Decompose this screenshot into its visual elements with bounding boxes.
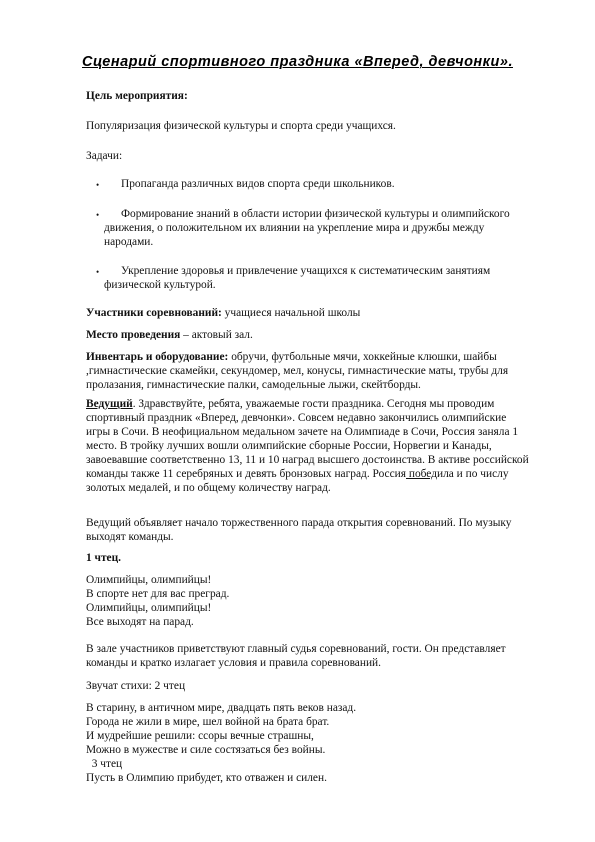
poem-line: Олимпийцы, олимпийцы! [86, 574, 212, 586]
task-line: физической культурой. [104, 279, 216, 291]
venue-label: Место проведения [86, 329, 181, 341]
participants-label: Участники соревнований: [86, 307, 222, 319]
judge-line: В зале участников приветствуют главный судья соревнований, гости. Он представляет [86, 643, 506, 655]
host-intro-text: Россия [369, 468, 406, 480]
participants-text: учащиеся начальной школы [221, 307, 361, 319]
poems-intro: Звучат стихи: 2 чтец [86, 680, 186, 692]
host-intro-line: игры в Сочи. В неофициальном медальном зачете на Олимпиаде в Сочи, Россия заняла 1 [86, 426, 519, 438]
task-line: Пропаганда различных видов спорта среди школьников. [121, 178, 395, 190]
reader3-label: 3 чтец [86, 758, 123, 770]
poem-line: Все выходят на парад. [86, 616, 194, 628]
equipment-text: обручи, футбольные мячи, хоккейные клюшки, шайбы [228, 351, 497, 363]
venue-line [86, 328, 253, 342]
document-title: Сценарий спортивного праздника «Вперед, девчонки». [82, 54, 513, 70]
poem-line: И мудрейшие решили: ссоры вечные страшны, [86, 730, 314, 742]
reader1-heading: 1 чтец. [86, 552, 122, 564]
parade-line: выходят команды. [86, 531, 174, 543]
host-intro-line: спортивный праздник «Вперед, девчонки». Совсем недавно закончились олимпийские [86, 412, 507, 424]
host-label: Ведущий [86, 398, 133, 410]
venue-text: – актовый зал. [180, 329, 253, 341]
poem-line: Можно в мужестве и силе состязаться без войны. [86, 744, 326, 756]
host-intro-line: завоевавшие соответственно 13, 11 и 10 наград высшего достоинства. В активе российской [86, 454, 529, 466]
equipment-line: ,гимнастические скамейки, секундомер, мел, конусы, гимнастические маты, трубы для [86, 365, 509, 377]
task-line: Укрепление здоровья и привлечение учащихся к систематическим занятиям [121, 265, 491, 277]
task-line: народами. [104, 236, 154, 248]
equipment-label: Инвентарь и оборудование: [86, 351, 229, 363]
goal-heading: Цель мероприятия: [86, 90, 188, 102]
task-line: Формирование знаний в области истории физической культуры и олимпийского [121, 208, 510, 220]
poem-line: В старину, в античном мире, двадцать пять веков назад. [86, 702, 357, 714]
poem-line: В спорте нет для вас преград. [86, 588, 230, 600]
host-intro-line [86, 467, 509, 481]
equipment-line: пролазания, гимнастические палки, самодельные лыжи, скейтборды. [86, 379, 421, 391]
bullet-icon: • [96, 180, 100, 190]
poem-line: Пусть в Олимпию прибудет, кто отважен и силен. [86, 772, 327, 784]
host-intro-text: ила и по числу [437, 468, 509, 480]
goal-text: Популяризация физической культуры и спорта среди учащихся. [86, 120, 396, 132]
judge-line: команды и кратко излагает условия и правила соревнований. [86, 657, 381, 669]
bullet-icon: • [96, 267, 100, 277]
host-intro-text: команды также 11 серебряных и девять бронзовых наград. [86, 468, 370, 480]
tasks-heading: Задачи: [86, 150, 123, 162]
parade-line: Ведущий объявляет начало торжественного парада открытия соревнований. По музыку [86, 517, 512, 529]
task-line: движения, о положительном их влиянии на укрепление мира и дружбы между [104, 222, 485, 234]
poem-line: Города не жили в мире, шел войной на брата брат. [86, 716, 330, 728]
poem-line: Олимпийцы, олимпийцы! [86, 602, 212, 614]
host-intro-text: побед [406, 468, 437, 480]
host-intro-text: . Здравствуйте, ребята, уважаемые гости праздника. Сегодня мы проводим [132, 398, 495, 410]
host-intro-line: золотых медалей, и по общему количеству наград. [86, 482, 331, 494]
bullet-icon: • [96, 210, 100, 220]
equipment-line [86, 350, 497, 364]
participants-line [86, 306, 360, 320]
host-intro-line [86, 397, 494, 411]
host-intro-line: место. В тройку лучших вошли олимпийские сборные России, Норвегии и Канады, [86, 440, 492, 452]
